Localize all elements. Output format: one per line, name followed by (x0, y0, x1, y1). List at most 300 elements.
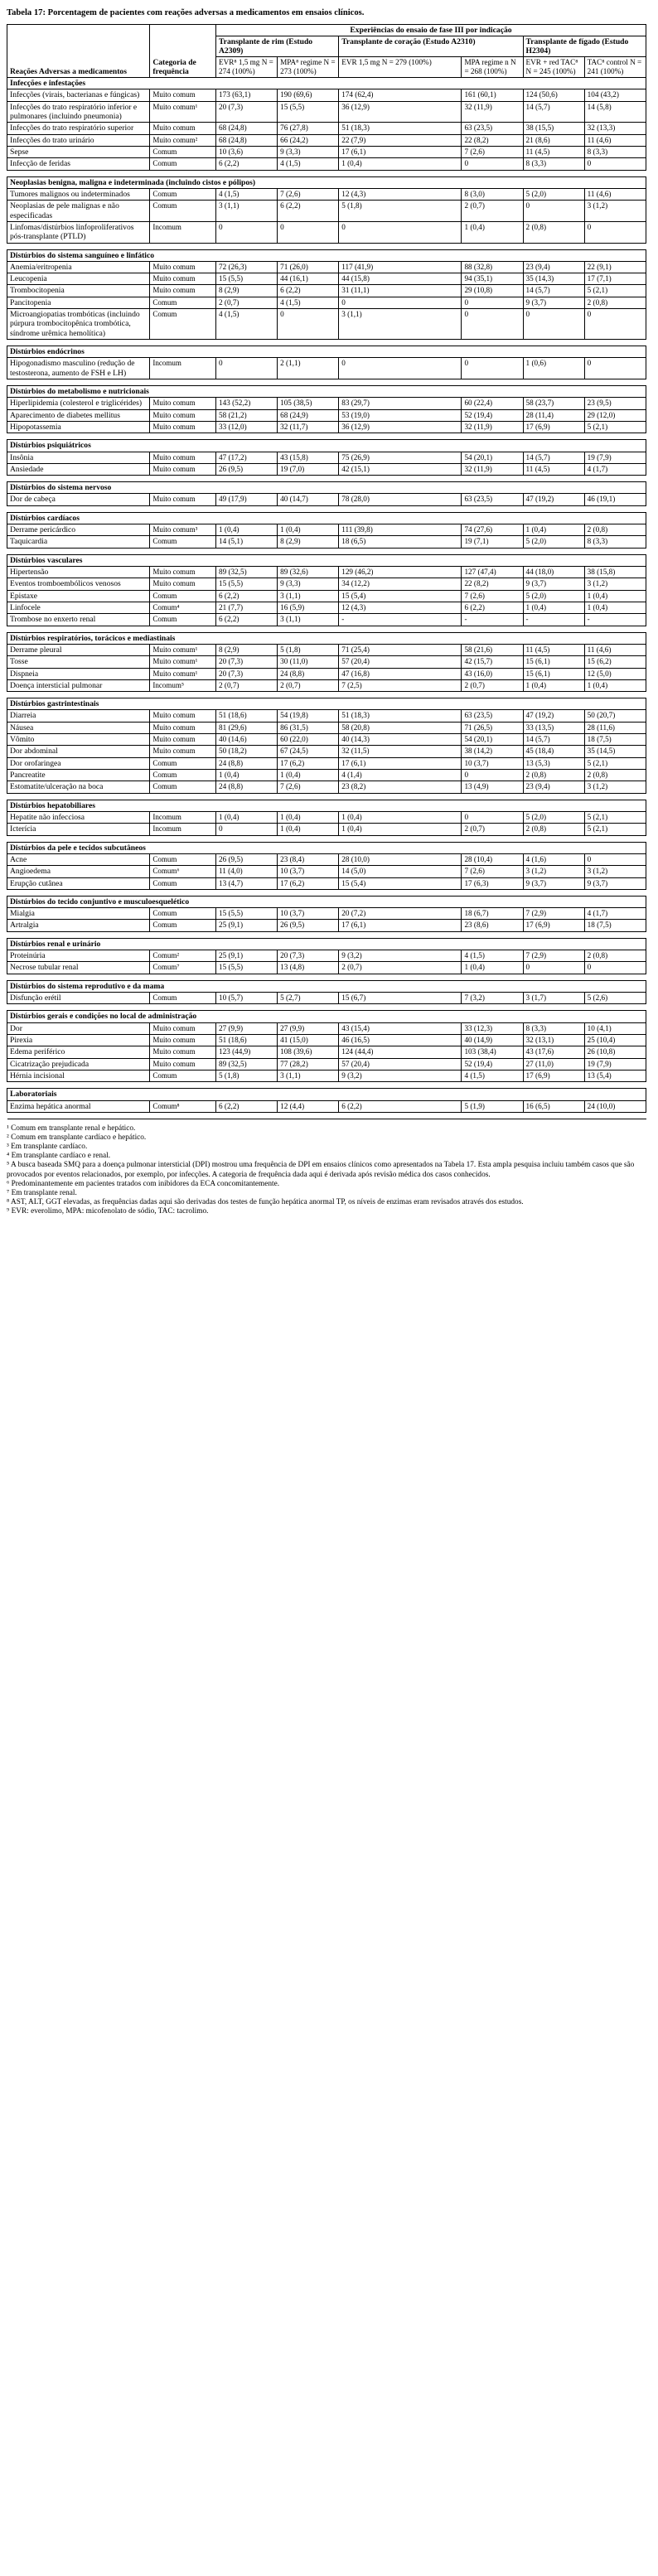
header-liver: Transplante de fígado (Estudo H2304) (523, 36, 646, 57)
value-cell: 6 (2,2) (216, 158, 278, 170)
value-cell: 6 (2,2) (278, 201, 339, 222)
reaction-name: Derrame pleural (7, 644, 150, 655)
value-cell: 6 (2,2) (216, 1100, 278, 1112)
value-cell: 5 (2,1) (584, 757, 646, 769)
value-cell: 17 (6,2) (278, 877, 339, 889)
value-cell: 23 (8,4) (278, 853, 339, 865)
section-header-row (7, 385, 646, 397)
value-cell: 44 (15,8) (339, 273, 462, 285)
reaction-name: Infecções do trato respiratório inferior e pulmonares (incluindo pneumonia) (7, 101, 150, 123)
spacer-cell (7, 1004, 646, 1011)
value-cell: 15 (5,5) (216, 273, 278, 285)
frequency-category: Comum (150, 158, 216, 170)
table-row (7, 358, 646, 379)
value-cell: 24 (8,8) (216, 757, 278, 769)
reaction-name: Leucopenia (7, 273, 150, 285)
value-cell: 67 (24,5) (278, 746, 339, 757)
value-cell: 4 (1,5) (216, 188, 278, 200)
value-cell: 0 (523, 309, 584, 340)
spacer-row (7, 340, 646, 346)
frequency-category: Muito comum (150, 710, 216, 722)
value-cell: 8 (3,3) (523, 1022, 584, 1034)
value-cell: 16 (6,5) (523, 1100, 584, 1112)
reaction-name: Epistaxe (7, 590, 150, 602)
value-cell: 8 (3,3) (584, 536, 646, 548)
value-cell: 16 (5,9) (278, 602, 339, 613)
value-cell: 104 (43,2) (584, 89, 646, 101)
footnote: ⁶ Predominantemente em pacientes tratados com inibidores da ECA concomitantemente. (7, 1179, 280, 1188)
value-cell: 17 (7,1) (584, 273, 646, 285)
value-cell: 32 (11,5) (339, 746, 462, 757)
table-row (7, 877, 646, 889)
value-cell: 0 (584, 309, 646, 340)
reaction-name: Hipertensão (7, 567, 150, 578)
frequency-category: Muito comum (150, 1046, 216, 1058)
frequency-category: Comum⁶ (150, 866, 216, 877)
value-cell: 5 (2,0) (523, 536, 584, 548)
value-cell: 5 (2,6) (584, 993, 646, 1004)
reaction-name: Erupção cutânea (7, 877, 150, 889)
frequency-category: Comum (150, 757, 216, 769)
value-cell: 17 (6,1) (339, 757, 462, 769)
table-row (7, 602, 646, 613)
section-title: Distúrbios do sistema reprodutivo e da mama (7, 980, 646, 992)
header-sub: EVR + red TAC⁸ N = 245 (100%) (523, 57, 584, 78)
footnotes (7, 1124, 646, 1217)
footnote: ⁸ AST, ALT, GGT elevadas, as frequências dadas aqui são derivadas dos testes de função hepática anormal TP, os níveis de enzimas eram revisados através dos estudos. (7, 1198, 524, 1207)
section-header-row (7, 440, 646, 452)
frequency-category: Comum (150, 309, 216, 340)
value-cell: 29 (10,8) (462, 285, 523, 297)
value-cell: 58 (23,7) (523, 398, 584, 409)
frequency-category: Muito comum (150, 1034, 216, 1046)
reaction-name: Insônia (7, 452, 150, 463)
frequency-category: Incomum (150, 824, 216, 835)
value-cell: - (584, 614, 646, 626)
header-sub: MPA regime n N = 268 (100%) (462, 57, 523, 78)
table-row (7, 578, 646, 590)
table-row (7, 134, 646, 146)
reaction-name: Trombose no enxerto renal (7, 614, 150, 626)
value-cell: 15 (5,4) (339, 590, 462, 602)
spacer-cell (7, 692, 646, 698)
table-row (7, 853, 646, 865)
frequency-category: Comum⁴ (150, 602, 216, 613)
table-row (7, 123, 646, 134)
spacer-cell (7, 243, 646, 249)
spacer-row (7, 476, 646, 482)
footnote: ¹ Comum em transplante renal e hepático. (7, 1124, 136, 1133)
spacer-cell (7, 793, 646, 800)
value-cell: 10 (4,1) (584, 1022, 646, 1034)
value-cell: 5 (2,1) (584, 285, 646, 297)
value-cell: 43 (17,6) (523, 1046, 584, 1058)
spacer-row (7, 1004, 646, 1011)
value-cell: 161 (60,1) (462, 89, 523, 101)
value-cell: 105 (38,5) (278, 398, 339, 409)
value-cell: 89 (32,6) (278, 567, 339, 578)
value-cell: 10 (5,7) (216, 993, 278, 1004)
value-cell: 14 (5,8) (584, 101, 646, 123)
spacer-cell (7, 340, 646, 346)
reaction-name: Hepatite não infecciosa (7, 811, 150, 823)
reaction-name: Hipopotassemia (7, 421, 150, 433)
value-cell: 60 (22,0) (278, 734, 339, 746)
value-cell: 117 (41,9) (339, 261, 462, 273)
footnote: ⁹ EVR: everolimo, MPA: micofenolato de sódio, TAC: tacrolimo. (7, 1207, 209, 1216)
section-title: Distúrbios psiquiátricos (7, 440, 646, 452)
value-cell: 11 (4,0) (216, 866, 278, 877)
section-header-row (7, 632, 646, 644)
frequency-category: Comum (150, 770, 216, 781)
value-cell: 0 (339, 297, 462, 308)
table-row (7, 285, 646, 297)
table-row (7, 824, 646, 835)
reaction-name: Artralgia (7, 920, 150, 931)
value-cell: 32 (11,9) (462, 101, 523, 123)
frequency-category: Comum (150, 877, 216, 889)
value-cell: 2 (0,8) (523, 770, 584, 781)
value-cell: 63 (23,5) (462, 123, 523, 134)
value-cell: 5 (2,7) (278, 993, 339, 1004)
value-cell: 18 (7,5) (584, 920, 646, 931)
value-cell: 19 (7,1) (462, 536, 523, 548)
frequency-category: Muito comum (150, 567, 216, 578)
value-cell: 0 (462, 358, 523, 379)
table-row (7, 757, 646, 769)
value-cell: 22 (8,2) (462, 134, 523, 146)
spacer-cell (7, 626, 646, 632)
value-cell: 5 (1,9) (462, 1100, 523, 1112)
table-row (7, 221, 646, 243)
value-cell: 58 (21,2) (216, 409, 278, 421)
value-cell: 33 (12,0) (216, 421, 278, 433)
table-row (7, 770, 646, 781)
reaction-name: Pirexia (7, 1034, 150, 1046)
value-cell: 5 (1,8) (278, 644, 339, 655)
value-cell: 12 (5,0) (584, 668, 646, 679)
value-cell: 8 (2,9) (216, 644, 278, 655)
frequency-category: Muito comum (150, 273, 216, 285)
reaction-name: Pancitopenia (7, 297, 150, 308)
reaction-name: Diarreia (7, 710, 150, 722)
value-cell: 2 (0,7) (462, 824, 523, 835)
reaction-name: Derrame pericárdico (7, 524, 150, 536)
value-cell: 1 (0,4) (278, 524, 339, 536)
reaction-name: Enzima hepática anormal (7, 1100, 150, 1112)
value-cell: 17 (6,9) (523, 1070, 584, 1081)
value-cell: 2 (0,7) (462, 201, 523, 222)
table-row (7, 746, 646, 757)
reaction-name: Linfomas/distúrbios linfoproliferativos pós-transplante (PTLD) (7, 221, 150, 243)
value-cell: 60 (22,4) (462, 398, 523, 409)
value-cell: 3 (1,2) (584, 781, 646, 793)
value-cell: 0 (584, 158, 646, 170)
value-cell: 14 (5,1) (216, 536, 278, 548)
section-title: Distúrbios renal e urinário (7, 938, 646, 950)
value-cell: 3 (1,1) (339, 309, 462, 340)
spacer-cell (7, 433, 646, 440)
frequency-category: Comum² (150, 950, 216, 962)
value-cell: 12 (4,3) (339, 188, 462, 200)
frequency-category: Muito comum¹ (150, 656, 216, 668)
reaction-name: Náusea (7, 722, 150, 733)
value-cell: 129 (46,2) (339, 567, 462, 578)
value-cell: 10 (3,7) (278, 866, 339, 877)
reaction-name: Estomatite/ulceração na boca (7, 781, 150, 793)
value-cell: 11 (4,6) (584, 134, 646, 146)
section-header-row (7, 176, 646, 188)
value-cell: 51 (18,6) (216, 710, 278, 722)
value-cell: 1 (0,4) (216, 770, 278, 781)
value-cell: 41 (15,0) (278, 1034, 339, 1046)
spacer-cell (7, 1082, 646, 1089)
frequency-category: Muito comum³ (150, 524, 216, 536)
value-cell: 47 (19,2) (523, 494, 584, 505)
value-cell: 42 (15,1) (339, 463, 462, 475)
spacer-cell (7, 379, 646, 385)
section-title: Distúrbios da pele e tecidos subcutâneos (7, 842, 646, 853)
value-cell: 28 (10,0) (339, 853, 462, 865)
spacer-cell (7, 889, 646, 896)
frequency-category: Muito comum (150, 722, 216, 733)
value-cell: 190 (69,6) (278, 89, 339, 101)
value-cell: 13 (5,4) (584, 1070, 646, 1081)
section-header-row (7, 1089, 646, 1100)
section-header-row (7, 1011, 646, 1022)
value-cell: 28 (11,6) (584, 722, 646, 733)
value-cell: 5 (2,1) (584, 824, 646, 835)
value-cell: 3 (1,7) (523, 993, 584, 1004)
value-cell: 51 (18,6) (216, 1034, 278, 1046)
section-title: Distúrbios respiratórios, torácicos e mediastinais (7, 632, 646, 644)
table-row (7, 309, 646, 340)
table-row (7, 409, 646, 421)
value-cell: 3 (1,2) (584, 201, 646, 222)
frequency-category: Muito comum¹ (150, 101, 216, 123)
spacer-cell (7, 931, 646, 938)
table-row (7, 567, 646, 578)
section-title: Distúrbios gastrintestinais (7, 698, 646, 710)
table-row (7, 920, 646, 931)
value-cell: 27 (9,9) (278, 1022, 339, 1034)
value-cell: 1 (0,4) (584, 679, 646, 691)
footnote: ⁷ Em transplante renal. (7, 1188, 77, 1197)
value-cell: 50 (18,2) (216, 746, 278, 757)
value-cell: 0 (216, 358, 278, 379)
spacer-row (7, 835, 646, 842)
value-cell: 1 (0,4) (523, 524, 584, 536)
value-cell: 17 (6,9) (523, 920, 584, 931)
value-cell: 10 (3,6) (216, 147, 278, 158)
table-row (7, 722, 646, 733)
frequency-category: Muito comum (150, 1058, 216, 1070)
spacer-row (7, 170, 646, 176)
reaction-name: Hiperlipidemia (colesterol e triglicérides) (7, 398, 150, 409)
value-cell: 24 (8,8) (278, 668, 339, 679)
value-cell: 19 (7,0) (278, 463, 339, 475)
frequency-category: Comum (150, 536, 216, 548)
table-row (7, 297, 646, 308)
value-cell: 24 (10,0) (584, 1100, 646, 1112)
spacer-row (7, 793, 646, 800)
reaction-name: Trombocitopenia (7, 285, 150, 297)
value-cell: 75 (26,9) (339, 452, 462, 463)
value-cell: 124 (50,6) (523, 89, 584, 101)
value-cell: 14 (5,7) (523, 734, 584, 746)
value-cell: 1 (0,4) (278, 770, 339, 781)
value-cell: 77 (28,2) (278, 1058, 339, 1070)
section-header-row (7, 698, 646, 710)
value-cell: 7 (2,6) (462, 866, 523, 877)
spacer-row (7, 889, 646, 896)
adverse-reactions-table (7, 24, 646, 1119)
value-cell: 108 (39,6) (278, 1046, 339, 1058)
reaction-name: Infecção de feridas (7, 158, 150, 170)
reaction-name: Dor de cabeça (7, 494, 150, 505)
spacer-cell (7, 835, 646, 842)
spacer-cell (7, 505, 646, 512)
frequency-category: Muito comum (150, 421, 216, 433)
table-row (7, 781, 646, 793)
value-cell: 7 (2,9) (523, 950, 584, 962)
value-cell: 15 (6,7) (339, 993, 462, 1004)
reaction-name: Aparecimento de diabetes mellitus (7, 409, 150, 421)
frequency-category: Comum (150, 853, 216, 865)
reaction-name: Taquicardia (7, 536, 150, 548)
value-cell: 71 (26,0) (278, 261, 339, 273)
table-row (7, 524, 646, 536)
value-cell: 1 (0,4) (339, 811, 462, 823)
value-cell: 4 (1,5) (278, 297, 339, 308)
value-cell: 66 (24,2) (278, 134, 339, 146)
spacer-row (7, 433, 646, 440)
value-cell: 6 (2,2) (462, 602, 523, 613)
value-cell: 9 (3,3) (278, 147, 339, 158)
value-cell: 44 (16,1) (278, 273, 339, 285)
value-cell: 1 (0,6) (523, 358, 584, 379)
frequency-category: Muito comum (150, 1022, 216, 1034)
frequency-category: Comum (150, 201, 216, 222)
value-cell: 28 (11,4) (523, 409, 584, 421)
value-cell: 0 (339, 221, 462, 243)
value-cell: 2 (0,8) (523, 221, 584, 243)
frequency-category: Comum (150, 590, 216, 602)
header-sub: TAC⁸ control N = 241 (100%) (584, 57, 646, 78)
value-cell: 9 (3,7) (584, 877, 646, 889)
header-frequency: Categoria de frequência (150, 24, 216, 78)
value-cell: 57 (20,4) (339, 1058, 462, 1070)
value-cell: 2 (0,7) (339, 962, 462, 974)
value-cell: 3 (1,2) (523, 866, 584, 877)
reaction-name: Ansiedade (7, 463, 150, 475)
table-row (7, 668, 646, 679)
value-cell: 78 (28,0) (339, 494, 462, 505)
value-cell: 143 (52,2) (216, 398, 278, 409)
value-cell: 38 (15,5) (523, 123, 584, 134)
reaction-name: Tosse (7, 656, 150, 668)
frequency-category: Comum⁷ (150, 962, 216, 974)
value-cell: 4 (1,5) (278, 158, 339, 170)
value-cell: 1 (0,4) (584, 602, 646, 613)
frequency-category: Muito comum¹ (150, 668, 216, 679)
value-cell: 68 (24,8) (216, 134, 278, 146)
value-cell: 14 (5,0) (339, 866, 462, 877)
section-title: Distúrbios hepatobiliares (7, 800, 646, 811)
value-cell: 15 (5,5) (278, 101, 339, 123)
value-cell: 111 (39,8) (339, 524, 462, 536)
value-cell: 18 (6,7) (462, 908, 523, 920)
table-row (7, 147, 646, 158)
value-cell: 40 (14,6) (216, 734, 278, 746)
value-cell: 52 (19,4) (462, 409, 523, 421)
value-cell: 36 (12,9) (339, 421, 462, 433)
table-row (7, 962, 646, 974)
value-cell: 46 (16,5) (339, 1034, 462, 1046)
value-cell: 4 (1,6) (523, 853, 584, 865)
value-cell: 0 (278, 221, 339, 243)
value-cell: 0 (523, 962, 584, 974)
spacer-row (7, 379, 646, 385)
frequency-category: Muito comum (150, 734, 216, 746)
spacer-row (7, 974, 646, 980)
value-cell: 42 (15,7) (462, 656, 523, 668)
value-cell: 19 (7,9) (584, 1058, 646, 1070)
value-cell: 26 (9,5) (216, 463, 278, 475)
value-cell: 6 (2,2) (216, 614, 278, 626)
value-cell: 2 (1,1) (278, 358, 339, 379)
table-row (7, 536, 646, 548)
frequency-category: Muito comum (150, 746, 216, 757)
value-cell: 51 (18,3) (339, 123, 462, 134)
reaction-name: Eventos tromboembólicos venosos (7, 578, 150, 590)
value-cell: 46 (19,1) (584, 494, 646, 505)
reaction-name: Disfunção erétil (7, 993, 150, 1004)
frequency-category: Muito comum (150, 398, 216, 409)
table-row (7, 950, 646, 962)
spacer-cell (7, 548, 646, 554)
header-sub: EVR 1,5 mg N = 279 (100%) (339, 57, 462, 78)
frequency-category: Comum (150, 920, 216, 931)
value-cell: 0 (462, 309, 523, 340)
value-cell: 2 (0,8) (584, 524, 646, 536)
value-cell: 17 (6,3) (462, 877, 523, 889)
value-cell: 1 (0,4) (523, 679, 584, 691)
value-cell: 23 (8,6) (462, 920, 523, 931)
value-cell: 127 (47,4) (462, 567, 523, 578)
frequency-category: Comum (150, 147, 216, 158)
value-cell: 0 (584, 358, 646, 379)
value-cell: 14 (5,7) (523, 452, 584, 463)
frequency-category: Muito comum (150, 409, 216, 421)
value-cell: 21 (7,7) (216, 602, 278, 613)
value-cell: 40 (14,7) (278, 494, 339, 505)
table-row (7, 590, 646, 602)
value-cell: 9 (3,7) (523, 297, 584, 308)
value-cell: 0 (278, 309, 339, 340)
value-cell: 20 (7,3) (216, 656, 278, 668)
value-cell: 32 (13,3) (584, 123, 646, 134)
section-title: Distúrbios do sistema nervoso (7, 482, 646, 494)
value-cell: 1 (0,4) (462, 221, 523, 243)
value-cell: 0 (584, 962, 646, 974)
value-cell: 20 (7,3) (216, 101, 278, 123)
value-cell: 32 (11,9) (462, 463, 523, 475)
value-cell: 51 (18,3) (339, 710, 462, 722)
value-cell: - (523, 614, 584, 626)
value-cell: 58 (21,6) (462, 644, 523, 655)
section-title: Distúrbios do tecido conjuntivo e musculoesquelético (7, 896, 646, 907)
